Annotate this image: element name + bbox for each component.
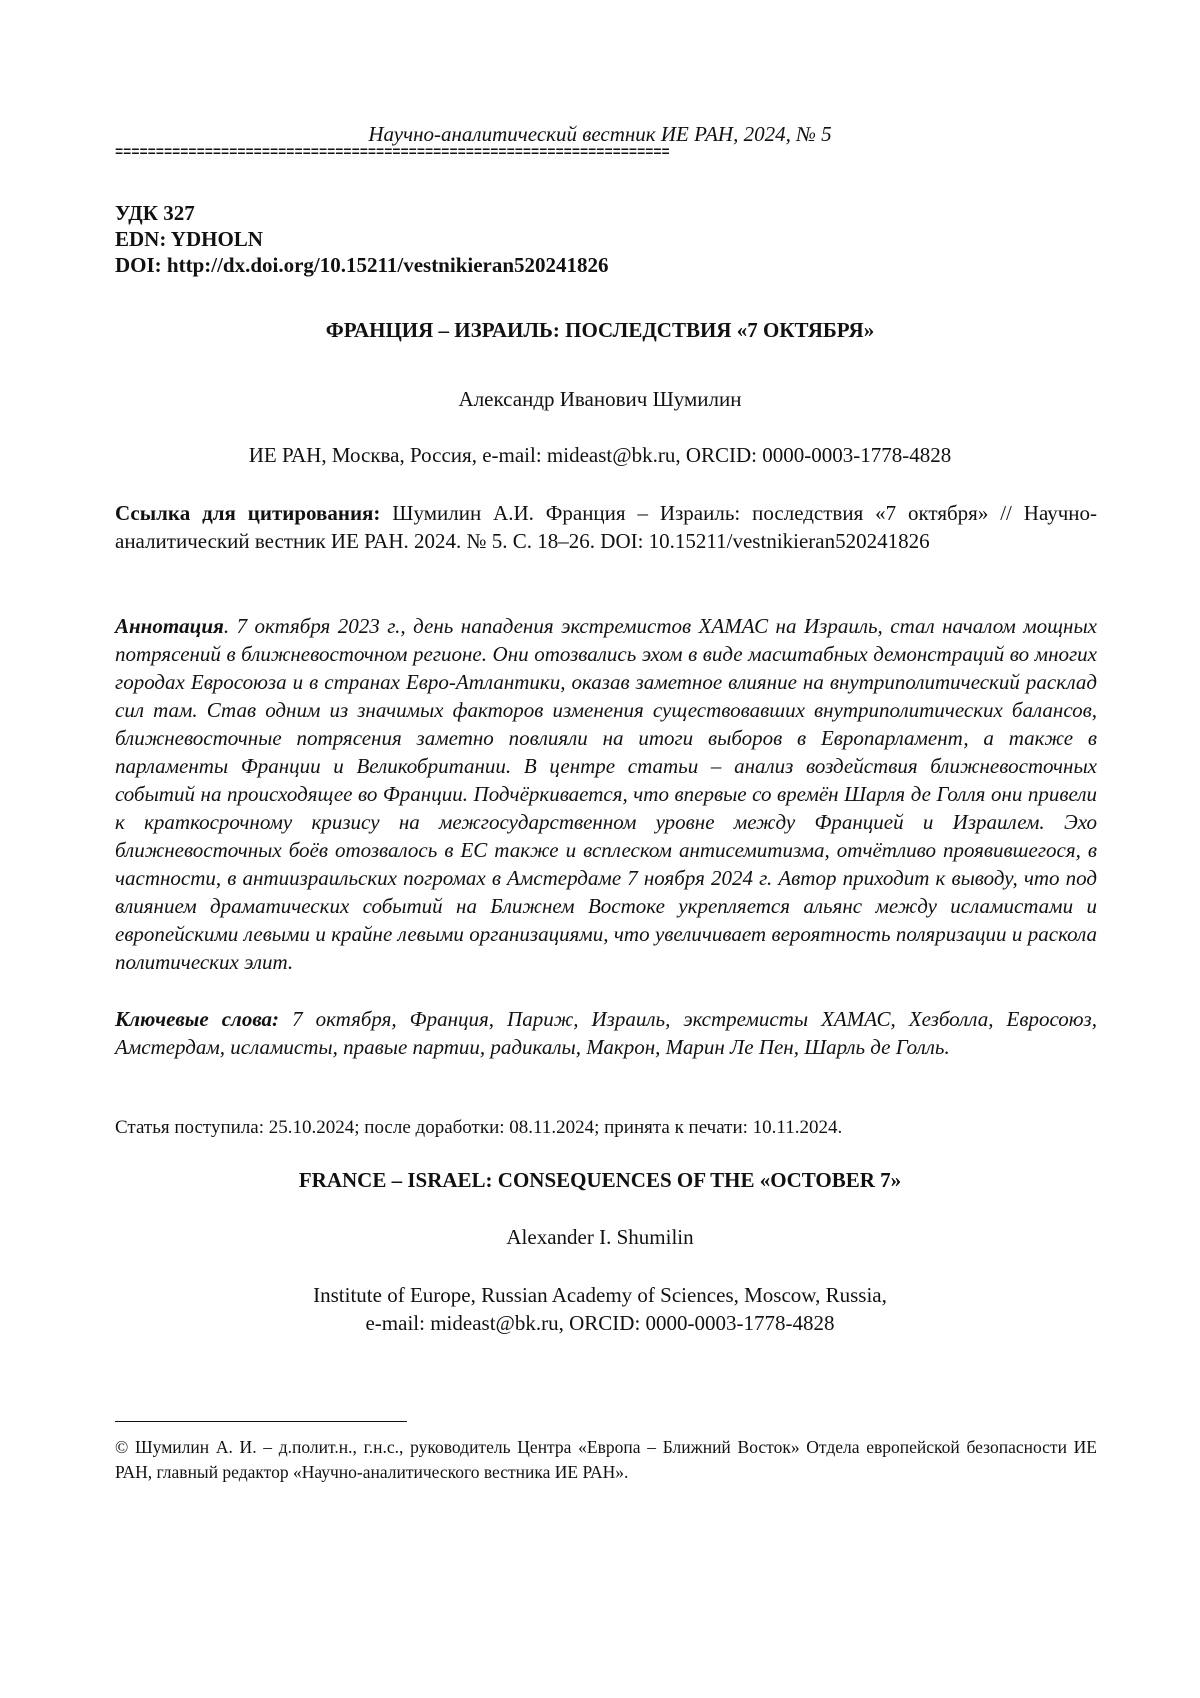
affiliation-en-line-1: Institute of Europe, Russian Academy of Sciences, Moscow, Russia, [313, 1283, 887, 1307]
keywords-block [115, 1005, 1097, 1061]
article-title-ru: ФРАНЦИЯ – ИЗРАИЛЬ: ПОСЛЕДСТВИЯ «7 ОКТЯБРЯ» [325, 318, 875, 342]
author-name-en: Alexander I. Shumilin [506, 1225, 694, 1249]
footnote-separator [115, 1421, 407, 1422]
article-title-en: FRANCE – ISRAEL: CONSEQUENCES OF THE «OCTOBER 7» [298, 1168, 902, 1192]
annotation-label: Аннотация [115, 614, 224, 638]
article-metadata [115, 200, 609, 278]
udc-code: УДК 327 [115, 201, 195, 225]
annotation-text: . 7 октября 2023 г., день нападения экстремистов ХАМАС на Израиль, стал началом мощных потрясений в ближневосточном регионе. Они отозвались эхом в виде масштабных демонстраций во многих городах Евросоюза и в странах Евро-Атлантики, оказав заметное влияние на внутриполитический расклад сил там. Став одним из значимых факторов изменения существовавших внутриполитических балансов, ближневосточные потрясения заметно повлияли на итоги выборов в Европарламент, а также в парламенты Франции и Великобритании. В центре статьи – анализ воздействия ближневосточных событий на происходящее во Франции. Подчёркивается, что впервые со времён Шарля де Голля они привели к краткосрочному кризису на межгосударственном уровне между Францией и Израилем. Эхо ближневосточных боёв отозвалось в ЕС также и всплеском антисемитизма, отчётливо проявившегося, в частности, в антиизраильских погромах в Амстердаме 7 ноября 2024 г. Автор приходит к выводу, что под влиянием драматических событий на Ближнем Востоке укрепляется альянс между исламистами и европейскими левыми и крайне левыми организациями, что увеличивает вероятность поляризации и раскола политических элит. [115, 614, 1097, 974]
doi-link[interactable]: DOI: http://dx.doi.org/10.15211/vestnikieran520241826 [115, 253, 609, 277]
running-head: Научно-аналитический вестник ИЕ РАН, 2024, № 5 [368, 122, 832, 146]
citation-label: Ссылка для цитирования: [115, 501, 381, 525]
author-affiliation-ru: ИЕ РАН, Москва, Россия, e-mail: mideast@bk.ru, ORCID: 0000-0003-1778-4828 [248, 443, 952, 467]
citation-text: Шумилин А.И. Франция – Израиль: последствия «7 октября» // Научно-аналитический вестник ИЕ РАН. 2024. № 5. С. 18–26. DOI: 10.15211/vestnikieran520241826 [115, 501, 1097, 553]
submission-dates: Статья поступила: 25.10.2024; после доработки: 08.11.2024; принята к печати: 10.11.2024. [115, 1117, 843, 1138]
author-footnote: © Шумилин А. И. – д.полит.н., г.н.с., руководитель Центра «Европа – Ближний Восток» Отдела европейской безопасности ИЕ РАН, главный редактор «Научно-аналитического вестника ИЕ РАН». [115, 1437, 1097, 1482]
annotation-block [115, 612, 1097, 976]
keywords-text: 7 октября, Франция, Париж, Израиль, экстремисты ХАМАС, Хезболла, Евросоюз, Амстердам, исламисты, правые партии, радикалы, Макрон, Марин Ле Пен, Шарль де Голль. [115, 1007, 1097, 1059]
header-rule: ==================================================================== [115, 146, 670, 161]
author-name-ru: Александр Иванович Шумилин [458, 387, 742, 411]
keywords-label: Ключевые слова: [115, 1007, 280, 1031]
affiliation-en-line-2: e-mail: mideast@bk.ru, ORCID: 0000-0003-1778-4828 [365, 1311, 835, 1335]
citation-block [115, 499, 1097, 555]
edn-code: EDN: YDHOLN [115, 227, 263, 251]
author-affiliation-en [0, 1281, 1200, 1337]
